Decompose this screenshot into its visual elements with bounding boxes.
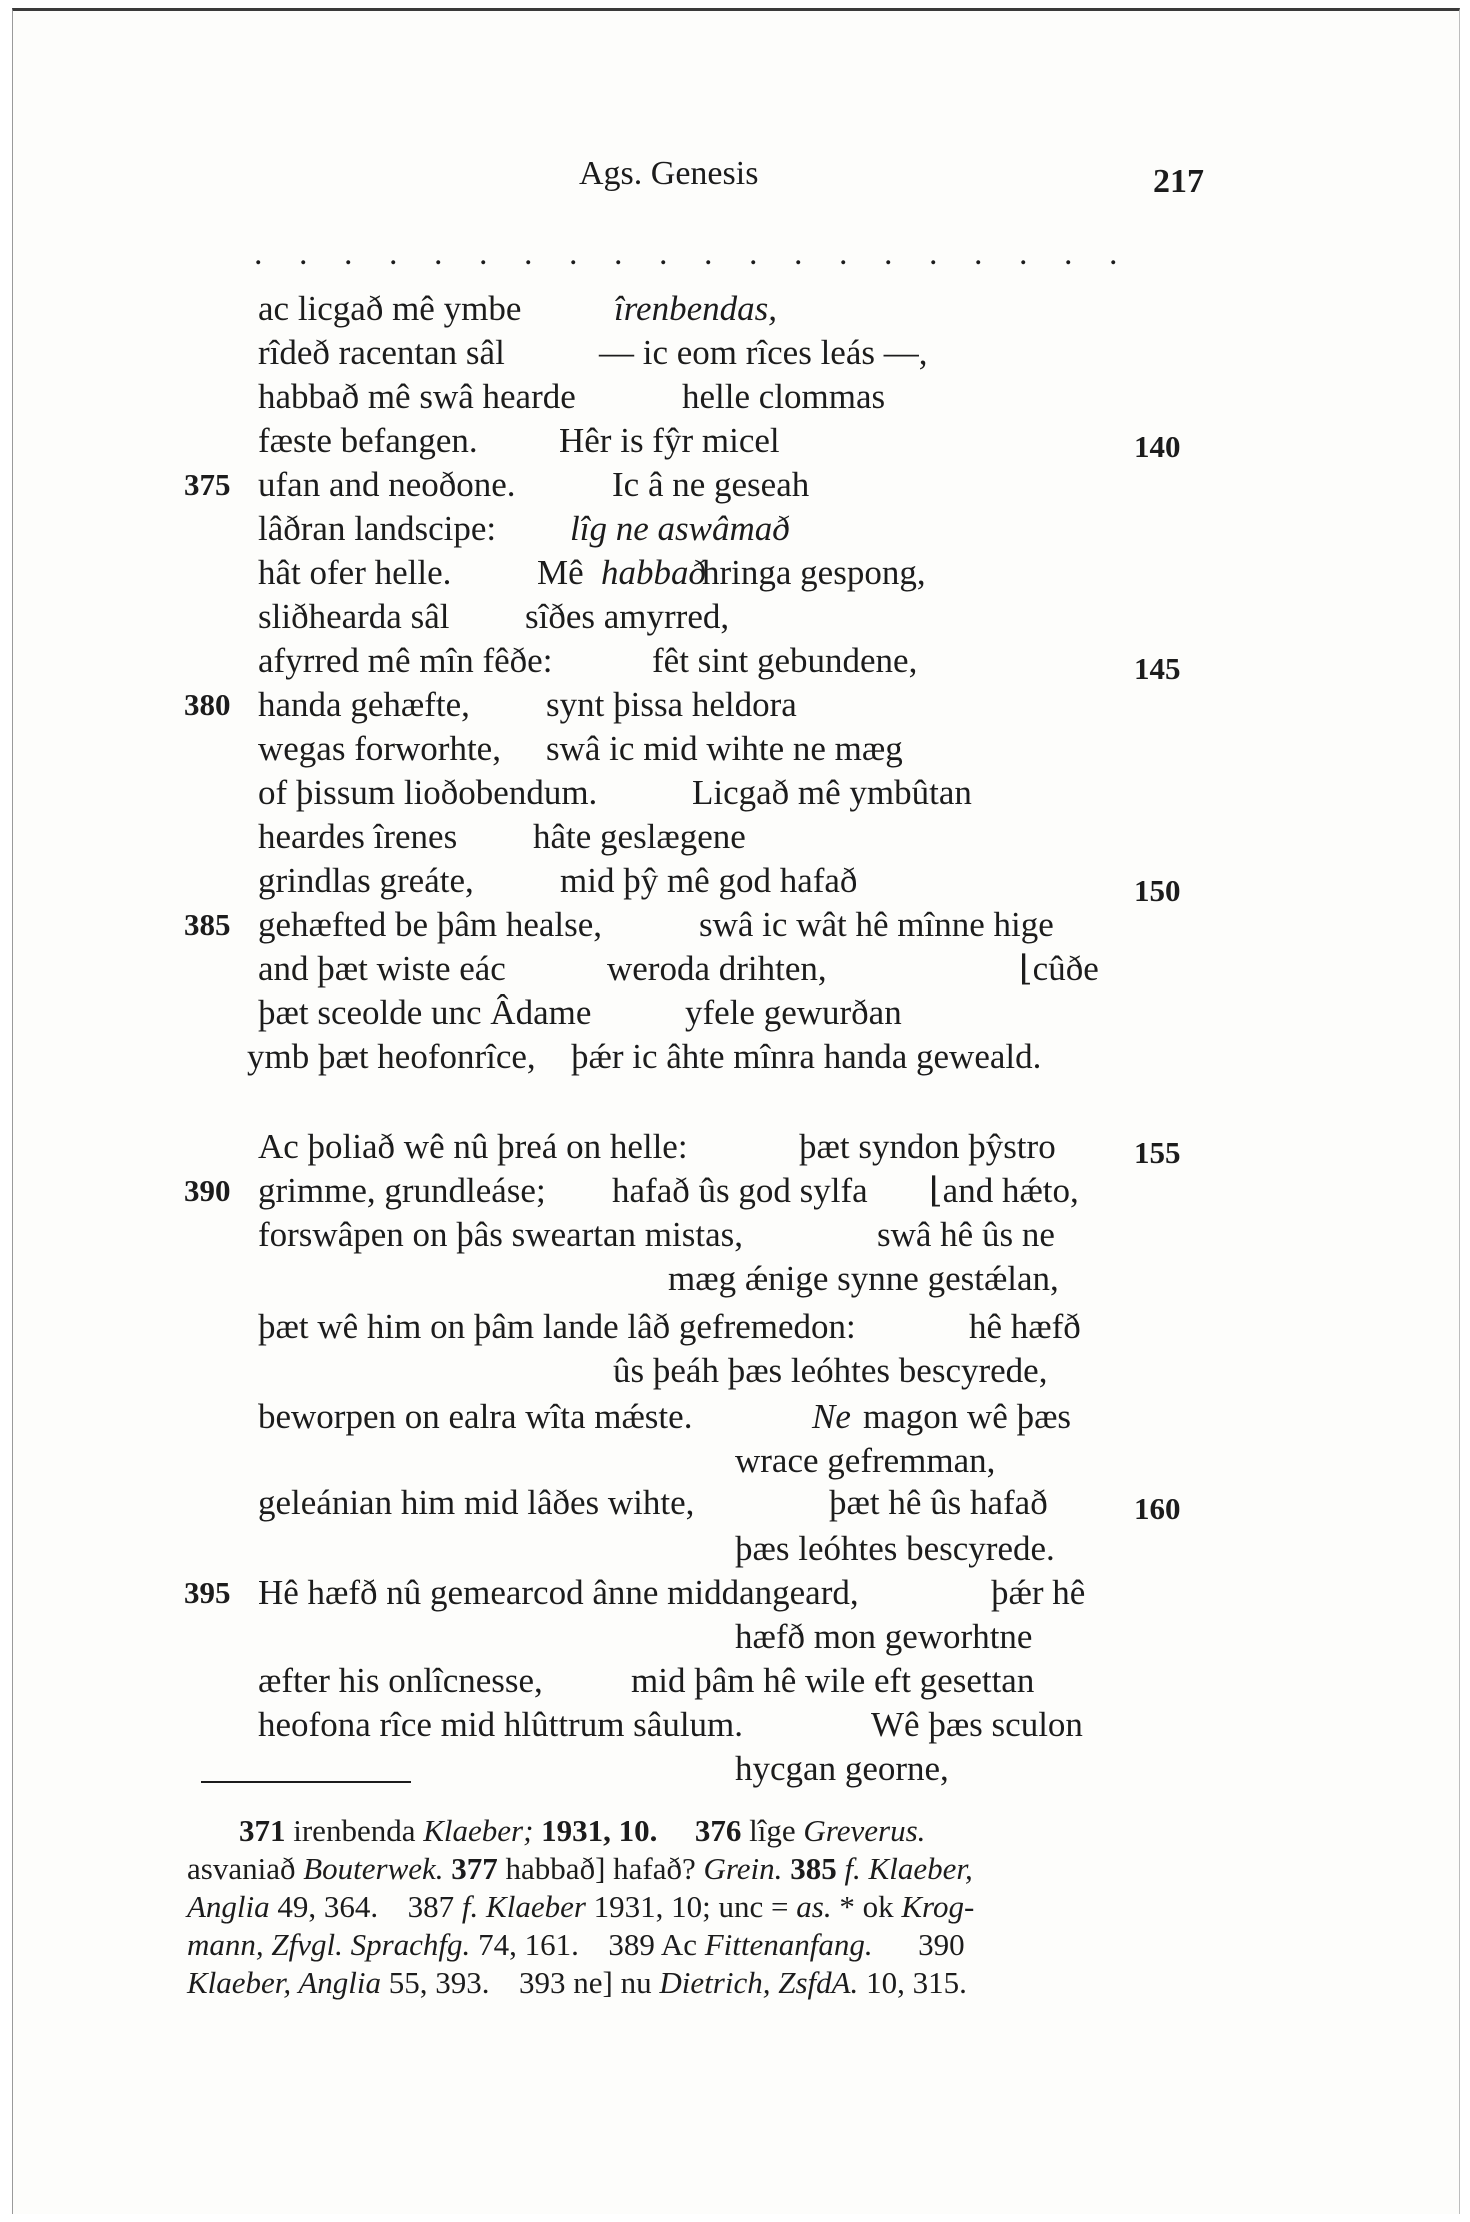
margin-line-number: 150 <box>1134 873 1181 908</box>
footnote-text: 74, 161. <box>478 1927 579 1962</box>
verse-line: Hêr is fŷr micel <box>559 421 780 460</box>
verse-line: geleánian him mid lâðes wihte, <box>258 1483 695 1522</box>
verse-line: gehæfted be þâm healse, <box>258 905 603 944</box>
verse-line: hæfð mon geworhtne <box>735 1617 1033 1656</box>
verse-line: wegas forworhte, <box>258 729 501 768</box>
verse-line: Ac þoliað wê nû þreá on helle: <box>258 1127 688 1166</box>
footnote-ref: 376 <box>694 1813 742 1848</box>
margin-line-number: 390 <box>184 1173 231 1208</box>
verse-line: Ic â ne geseah <box>612 465 810 504</box>
footnote-ref: 371 <box>239 1813 286 1848</box>
verse-line: þæs leóhtes bescyrede. <box>735 1529 1055 1568</box>
footnote-text: 10, 315. <box>866 1965 967 2000</box>
footnote-text: 49, 364. <box>277 1889 379 1924</box>
verse-line: fêt sint gebundene, <box>652 641 918 680</box>
footnote-line <box>187 1851 973 1887</box>
footnote-ref: 385 <box>790 1851 837 1886</box>
footnote-author: Klaeber; <box>423 1813 534 1848</box>
margin-line-number: 385 <box>184 907 231 942</box>
verse-line: æfter his onlîcnesse, <box>258 1661 543 1700</box>
verse-line: þǽr ic âhte mînra handa geweald. <box>571 1037 1042 1076</box>
verse-line: îrenbendas, <box>614 289 777 328</box>
verse-line: handa gehæfte, <box>258 685 470 724</box>
verse-line: and þæt wiste eác <box>258 949 506 988</box>
footnote-author: Klaeber, Anglia <box>187 1965 382 2000</box>
verse-line: mid þŷ mê god hafað <box>560 861 858 900</box>
footnote-author: Bouterwek. <box>303 1851 444 1886</box>
verse-line: beworpen on ealra wîta mǽste. <box>258 1397 693 1436</box>
verse-line: swâ ic mid wihte ne mæg <box>546 729 903 768</box>
footnote-text: * ok <box>839 1889 894 1924</box>
verse-line: Wê þæs sculon <box>871 1705 1083 1744</box>
footnote-rule <box>201 1781 411 1783</box>
verse-line: sliðhearda sâl <box>258 597 450 636</box>
verse-line: ymb þæt heofonrîce, <box>247 1037 536 1076</box>
verse-line: hafað ûs god sylfa <box>612 1171 868 1210</box>
verse-line: of þissum lioðobendum. <box>258 773 598 812</box>
verse-line: Licgað mê ymbûtan <box>692 773 972 812</box>
verse-line: ufan and neoðone. <box>258 465 516 504</box>
footnote-author: Anglia <box>187 1889 270 1924</box>
verse-line: habbað mê swâ hearde <box>258 377 576 416</box>
verse-line: heardes îrenes <box>258 817 458 856</box>
verse-line: synt þissa heldora <box>546 685 797 724</box>
verse-line: hât ofer helle. <box>258 553 452 592</box>
footnote-text: irenbenda <box>293 1813 416 1848</box>
verse-line: sîðes amyrred, <box>525 597 730 636</box>
verse-line: forswâpen on þâs sweartan mistas, <box>258 1215 744 1254</box>
margin-line-number: 375 <box>184 467 231 502</box>
footnote-text: 1931, 10; unc = <box>593 1889 789 1924</box>
footnote-author: Krog- <box>901 1889 975 1924</box>
footnote-ref: 390 <box>918 1927 965 1962</box>
verse-line: þæt wê him on þâm lande lâð gefremedon: <box>258 1307 856 1346</box>
verse-line: þæt sceolde unc Âdame <box>258 993 592 1032</box>
verse-line: grindlas greáte, <box>258 861 474 900</box>
verse-line: lâðran landscipe: <box>258 509 497 548</box>
footnote-text: habbað] hafað? <box>505 1851 696 1886</box>
footnote-line <box>187 1927 965 1963</box>
ellipsis-lacuna: . . . . . . . . . . . . . . . . . . . . <box>254 235 1132 272</box>
footnote-text: 1931, 10. <box>541 1813 658 1848</box>
verse-line: heofona rîce mid hlûttrum sâulum. <box>258 1705 744 1744</box>
footnote-author: as. <box>796 1889 832 1924</box>
verse-line: hâte geslægene <box>533 817 746 856</box>
footnote-line <box>187 1965 967 2001</box>
footnote-text: lîge <box>749 1813 796 1848</box>
verse-line: grimme, grundleáse; <box>258 1171 546 1210</box>
verse-line: swâ hê ûs ne <box>877 1215 1055 1254</box>
margin-line-number: 380 <box>184 687 231 722</box>
verse-line: habbað <box>601 553 706 592</box>
footnote-author: mann, Zfvgl. Sprachfg. <box>187 1927 471 1962</box>
footnote-line <box>187 1889 974 1925</box>
verse-line: þæt hê ûs hafað <box>829 1483 1048 1522</box>
verse-line: helle clommas <box>682 377 886 416</box>
page-number: 217 <box>1153 163 1204 200</box>
footnote-text: 55, 393. <box>388 1965 490 2000</box>
verse-line: Mê <box>537 553 584 592</box>
footnote-author: f. Klaeber, <box>844 1851 973 1886</box>
footnote-author: f. Klaeber <box>461 1889 586 1924</box>
verse-line: ûs þeáh þæs leóhtes bescyrede, <box>613 1351 1048 1390</box>
verse-line: fæste befangen. <box>258 421 478 460</box>
margin-line-number: 145 <box>1134 651 1181 686</box>
margin-line-number: 140 <box>1134 429 1181 464</box>
footnote-author: Grein. <box>703 1851 783 1886</box>
verse-line: weroda drihten, <box>607 949 827 988</box>
verse-line: hycgan georne, <box>735 1749 949 1788</box>
margin-line-number: 395 <box>184 1575 231 1610</box>
verse-line: Hê hæfð nû gemearcod ânne middangeard, <box>258 1573 859 1612</box>
verse-line: mæg ǽnige synne gestǽlan, <box>668 1259 1059 1298</box>
verse-line: — ic eom rîces leás —, <box>599 333 928 372</box>
footnote-ref: 389 Ac <box>608 1927 697 1962</box>
footnote-author: Dietrich, ZsfdA. <box>659 1965 859 2000</box>
verse-line: afyrred mê mîn fêðe: <box>258 641 553 680</box>
footnote-line <box>239 1813 925 1849</box>
margin-line-number: 160 <box>1134 1491 1181 1526</box>
running-header-title: Ags. Genesis <box>579 155 759 192</box>
verse-line: rîdeð racentan sâl <box>258 333 505 372</box>
footnote-author: Greverus. <box>803 1813 926 1848</box>
verse-line: ac licgað mê ymbe <box>258 289 522 328</box>
verse-line: ⌊cûðe <box>1019 949 1099 988</box>
verse-line: magon wê þæs <box>863 1397 1072 1436</box>
verse-line: þæt syndon þŷstro <box>799 1127 1056 1166</box>
book-page <box>12 8 1460 2214</box>
footnote-text: asvaniað <box>187 1851 296 1886</box>
verse-line: þǽr hê <box>991 1573 1086 1612</box>
verse-line: swâ ic wât hê mînne hige <box>699 905 1054 944</box>
verse-line: Ne <box>812 1397 851 1436</box>
margin-line-number: 155 <box>1134 1135 1181 1170</box>
verse-line: ⌊and hǽto, <box>929 1171 1079 1210</box>
verse-line: hringa gespong, <box>702 553 926 592</box>
footnote-ref: 393 ne] nu <box>519 1965 652 2000</box>
verse-line: lîg ne aswâmað <box>570 509 790 548</box>
verse-line: yfele gewurðan <box>685 993 902 1032</box>
footnote-author: Fittenanfang. <box>704 1927 873 1962</box>
verse-line: mid þâm hê wile eft gesettan <box>631 1661 1035 1700</box>
verse-line: wrace gefremman, <box>735 1441 996 1480</box>
footnote-ref: 377 <box>451 1851 498 1886</box>
footnote-ref: 387 <box>407 1889 455 1924</box>
verse-line: hê hæfð <box>969 1307 1081 1346</box>
